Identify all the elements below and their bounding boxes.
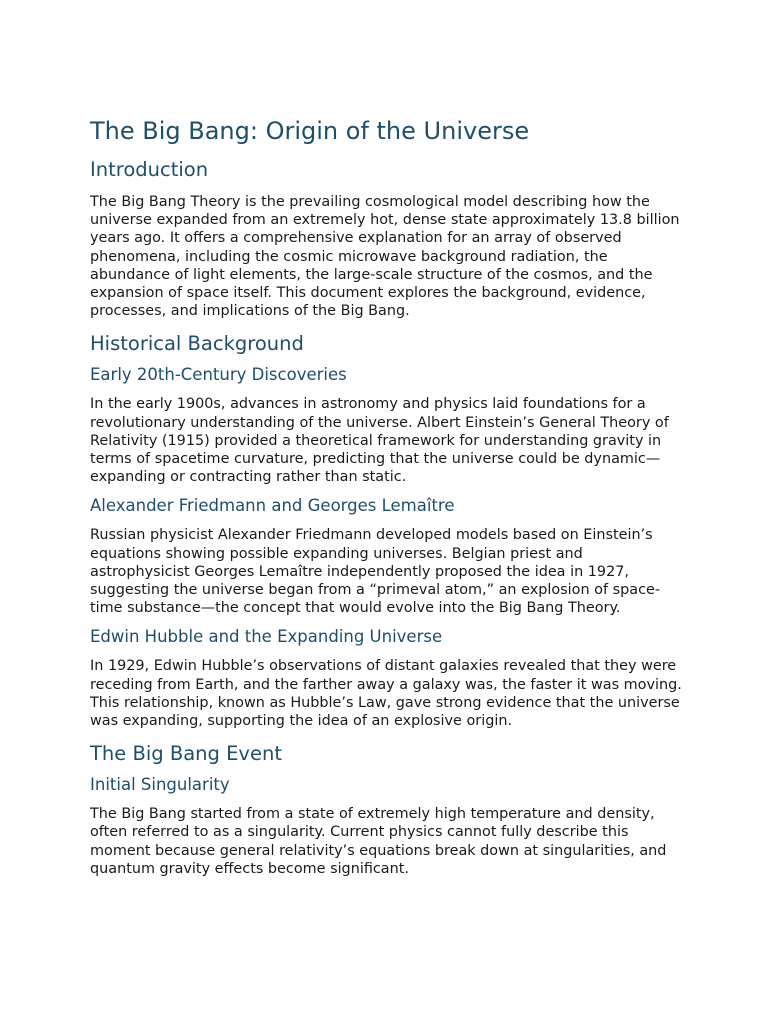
document-page [90,114,686,878]
section-heading-introduction: Introduction [90,158,209,181]
section-heading-big-bang-event: The Big Bang Event [90,742,282,766]
initial-singularity-paragraph: The Big Bang started from a state of extremely high temperature and density, often referred to as a singularity. Current physics cannot fully describe this moment because general relativity’s equations break down at singularities, and quantum gravity effects become significant. [90,806,667,877]
subheading-early-20th-century: Early 20th-Century Discoveries [90,365,347,385]
section-heading-historical-background: Historical Background [90,332,304,356]
introduction-paragraph: The Big Bang Theory is the prevailing cosmological model describing how the universe expanded from an extremely hot, dense state approximately 13.8 billion years ago. It offers a comprehensive explanation for an array of observed phenomena, including the cosmic microwave background radiation, the abundance of light elements, the large-scale structure of the cosmos, and the expansion of space itself. This document explores the background, evidence, processes, and implications of the Big Bang. [90,194,680,320]
subheading-friedmann-lemaitre: Alexander Friedmann and Georges Lemaître [90,496,455,516]
subheading-initial-singularity: Initial Singularity [90,775,230,795]
document-title: The Big Bang: Origin of the Universe [90,117,530,145]
edwin-hubble-paragraph: In 1929, Edwin Hubble’s observations of distant galaxies revealed that they were receding from Earth, and the farther away a galaxy was, the faster it was moving. This relationship, known as Hubble’s Law, gave strong evidence that the universe was expanding, supporting the idea of an explosive origin. [90,658,682,730]
early-20th-century-paragraph: In the early 1900s, advances in astronomy and physics laid foundations for a revolutionary understanding of the universe. Albert Einstein’s General Theory of Relativity (1915) provided a theoretical framework for understanding gravity in terms of spacetime curvature, predicting that the universe could be dynamic—expanding or contracting rather than static. [90,396,669,486]
subheading-edwin-hubble: Edwin Hubble and the Expanding Universe [90,627,443,647]
friedmann-lemaitre-paragraph: Russian physicist Alexander Friedmann developed models based on Einstein’s equations showing possible expanding universes. Belgian priest and astrophysicist Georges Lemaître independently proposed the idea in 1927, suggesting the universe began from a “primeval atom,” an explosion of space-time substance—the concept that would evolve into the Big Bang Theory. [90,527,661,617]
